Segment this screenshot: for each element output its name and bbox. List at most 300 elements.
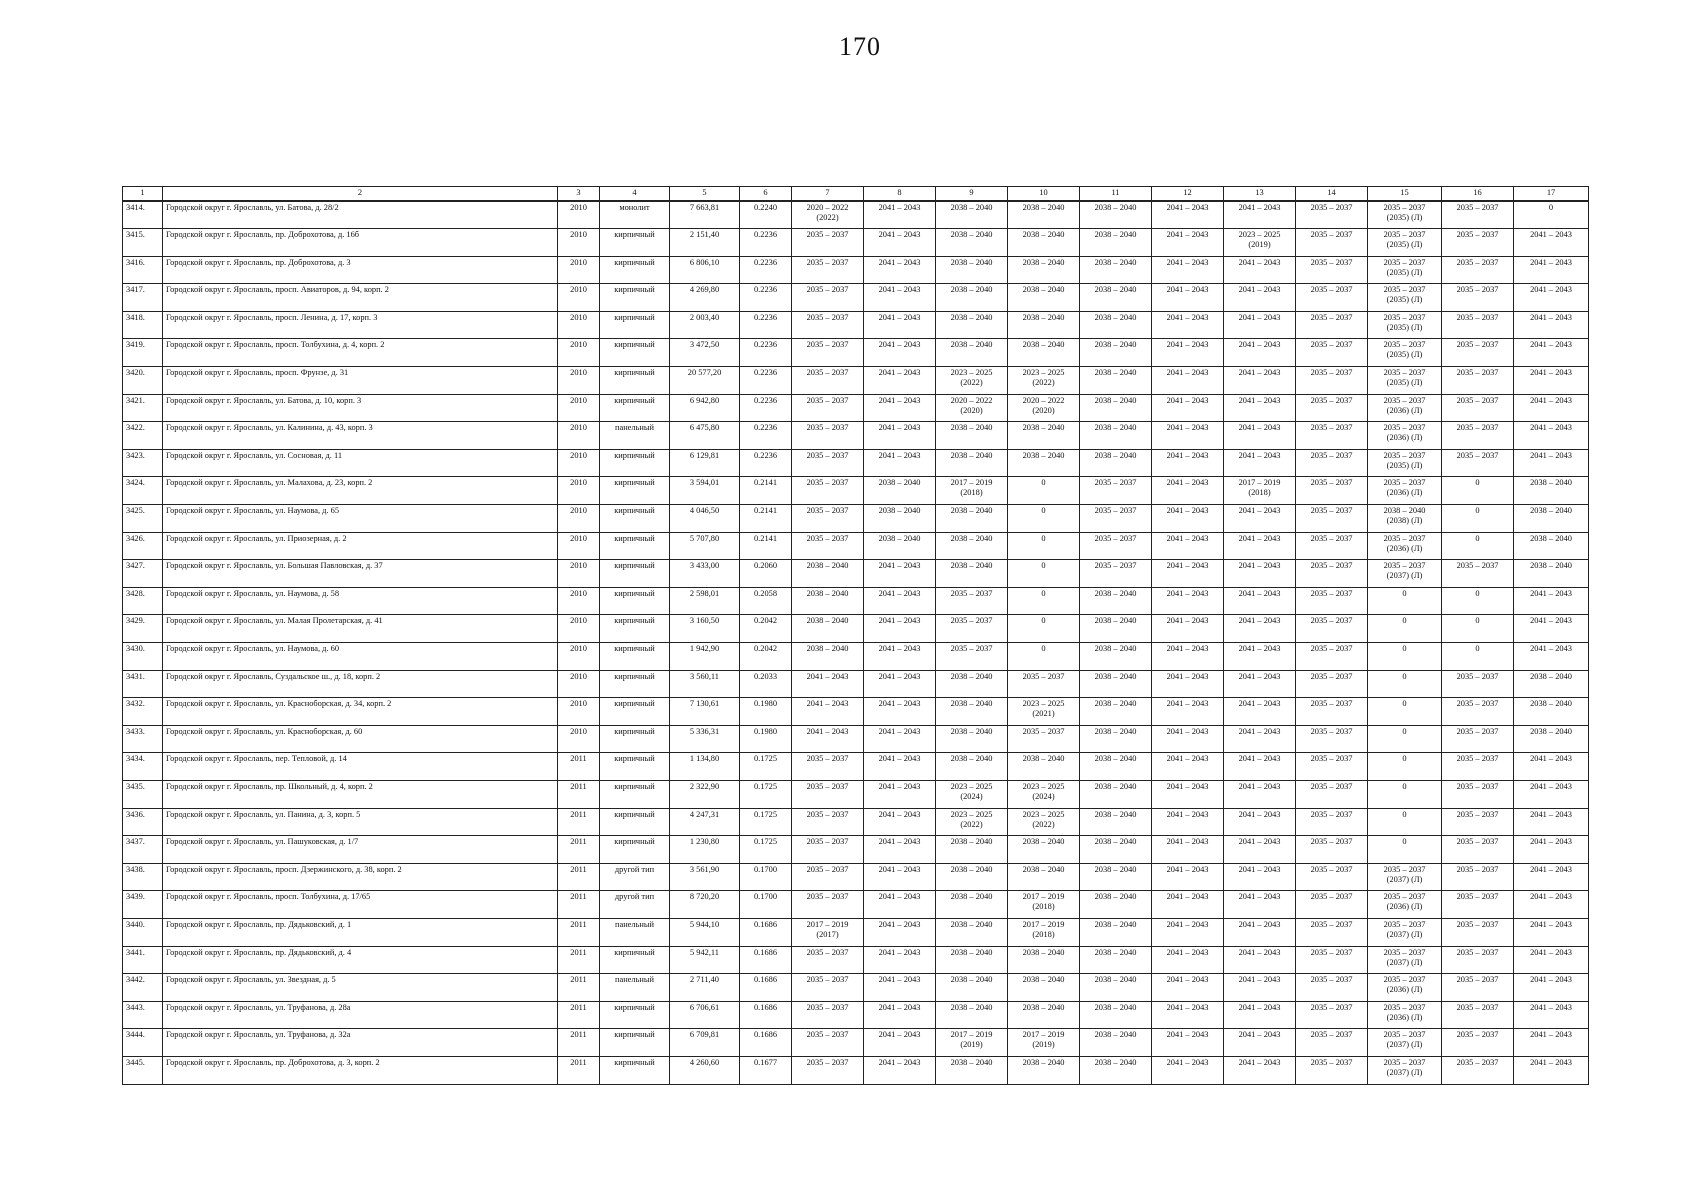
cell-period-col-14: 2035 – 2037: [1296, 256, 1368, 284]
cell-wall-material: кирпичный: [600, 367, 670, 395]
cell-wall-material: кирпичный: [600, 505, 670, 533]
cell-period-col-13: 2041 – 2043: [1224, 339, 1296, 367]
cell-period-col-15: 0: [1368, 643, 1442, 671]
cell-row-number: 3421.: [123, 394, 163, 422]
cell-period-col-12: 2041 – 2043: [1152, 339, 1224, 367]
cell-area: 7 663,81: [670, 201, 740, 229]
cell-period-col-10: 2038 – 2040: [1008, 422, 1080, 450]
cell-wall-material: кирпичный: [600, 311, 670, 339]
cell-period-col-7: 2038 – 2040: [792, 643, 864, 671]
cell-period-col-17: 2041 – 2043: [1514, 1056, 1589, 1084]
cell-period-col-7: 2035 – 2037: [792, 367, 864, 395]
cell-period-col-15: 0: [1368, 780, 1442, 808]
cell-period-col-9: 2038 – 2040: [936, 891, 1008, 919]
cell-period-col-13: 2041 – 2043: [1224, 505, 1296, 533]
cell-period-col-9: 2038 – 2040: [936, 1001, 1008, 1029]
cell-period-col-13: 2041 – 2043: [1224, 643, 1296, 671]
cell-period-col-11: 2038 – 2040: [1080, 422, 1152, 450]
cell-period-col-11: 2038 – 2040: [1080, 311, 1152, 339]
cell-period-col-15: 2035 – 2037 (2035) (Л): [1368, 339, 1442, 367]
cell-period-col-17: 2041 – 2043: [1514, 339, 1589, 367]
cell-period-col-17: 2038 – 2040: [1514, 560, 1589, 588]
cell-wear-coefficient: 0.2236: [740, 422, 792, 450]
cell-area: 5 707,80: [670, 532, 740, 560]
cell-row-number: 3429.: [123, 615, 163, 643]
cell-period-col-11: 2038 – 2040: [1080, 670, 1152, 698]
cell-period-col-8: 2041 – 2043: [864, 587, 936, 615]
cell-period-col-13: 2041 – 2043: [1224, 946, 1296, 974]
cell-period-col-10: 2023 – 2025 (2021): [1008, 698, 1080, 726]
cell-period-col-7: 2035 – 2037: [792, 532, 864, 560]
cell-period-col-9: 2038 – 2040: [936, 311, 1008, 339]
column-header-12: 12: [1152, 187, 1224, 202]
cell-period-col-8: 2041 – 2043: [864, 974, 936, 1002]
cell-build-year: 2010: [558, 532, 600, 560]
cell-area: 4 247,31: [670, 808, 740, 836]
table-row: [123, 284, 1589, 312]
column-header-10: 10: [1008, 187, 1080, 202]
table-row: [123, 836, 1589, 864]
cell-period-col-11: 2038 – 2040: [1080, 863, 1152, 891]
cell-period-col-13: 2041 – 2043: [1224, 1056, 1296, 1084]
cell-build-year: 2011: [558, 918, 600, 946]
cell-address: Городской округ г. Ярославль, просп. Дзержинского, д. 38, корп. 2: [163, 863, 558, 891]
cell-period-col-12: 2041 – 2043: [1152, 311, 1224, 339]
cell-area: 2 711,40: [670, 974, 740, 1002]
cell-period-col-15: 0: [1368, 753, 1442, 781]
cell-period-col-7: 2017 – 2019 (2017): [792, 918, 864, 946]
cell-period-col-14: 2035 – 2037: [1296, 808, 1368, 836]
cell-period-col-12: 2041 – 2043: [1152, 532, 1224, 560]
cell-wear-coefficient: 0.2236: [740, 284, 792, 312]
cell-period-col-10: 2017 – 2019 (2019): [1008, 1029, 1080, 1057]
table-row: [123, 422, 1589, 450]
cell-period-col-14: 2035 – 2037: [1296, 725, 1368, 753]
cell-period-col-9: 2038 – 2040: [936, 946, 1008, 974]
cell-period-col-8: 2041 – 2043: [864, 449, 936, 477]
cell-period-col-15: 2035 – 2037 (2035) (Л): [1368, 256, 1442, 284]
table-body: [123, 201, 1589, 1084]
cell-period-col-9: 2038 – 2040: [936, 284, 1008, 312]
cell-period-col-15: 0: [1368, 836, 1442, 864]
cell-period-col-10: 0: [1008, 477, 1080, 505]
cell-period-col-8: 2041 – 2043: [864, 367, 936, 395]
cell-build-year: 2011: [558, 1001, 600, 1029]
cell-period-col-11: 2038 – 2040: [1080, 753, 1152, 781]
cell-area: 2 003,40: [670, 311, 740, 339]
cell-period-col-11: 2038 – 2040: [1080, 339, 1152, 367]
cell-period-col-16: 2035 – 2037: [1442, 698, 1514, 726]
cell-row-number: 3416.: [123, 256, 163, 284]
table-row: [123, 946, 1589, 974]
cell-period-col-8: 2041 – 2043: [864, 946, 936, 974]
cell-period-col-15: 0: [1368, 615, 1442, 643]
cell-address: Городской округ г. Ярославль, пр. Доброхотова, д. 16б: [163, 229, 558, 257]
cell-period-col-13: 2041 – 2043: [1224, 725, 1296, 753]
cell-row-number: 3417.: [123, 284, 163, 312]
cell-row-number: 3432.: [123, 698, 163, 726]
cell-wall-material: кирпичный: [600, 532, 670, 560]
cell-address: Городской округ г. Ярославль, ул. Малая Пролетарская, д. 41: [163, 615, 558, 643]
cell-row-number: 3425.: [123, 505, 163, 533]
cell-period-col-9: 2038 – 2040: [936, 836, 1008, 864]
cell-period-col-15: 0: [1368, 587, 1442, 615]
cell-period-col-7: 2035 – 2037: [792, 1029, 864, 1057]
cell-wall-material: кирпичный: [600, 449, 670, 477]
cell-period-col-8: 2041 – 2043: [864, 698, 936, 726]
cell-period-col-16: 0: [1442, 505, 1514, 533]
table-row: [123, 1001, 1589, 1029]
cell-period-col-16: 2035 – 2037: [1442, 808, 1514, 836]
cell-period-col-9: 2020 – 2022 (2020): [936, 394, 1008, 422]
cell-period-col-16: 2035 – 2037: [1442, 670, 1514, 698]
cell-wear-coefficient: 0.1686: [740, 946, 792, 974]
cell-wear-coefficient: 0.1686: [740, 1029, 792, 1057]
cell-address: Городской округ г. Ярославль, ул. Калинина, д. 43, корп. 3: [163, 422, 558, 450]
cell-build-year: 2010: [558, 670, 600, 698]
cell-period-col-8: 2041 – 2043: [864, 394, 936, 422]
cell-period-col-8: 2041 – 2043: [864, 422, 936, 450]
cell-period-col-11: 2038 – 2040: [1080, 284, 1152, 312]
cell-period-col-11: 2038 – 2040: [1080, 808, 1152, 836]
cell-wear-coefficient: 0.1686: [740, 1001, 792, 1029]
cell-period-col-7: 2035 – 2037: [792, 449, 864, 477]
cell-period-col-15: 2035 – 2037 (2035) (Л): [1368, 449, 1442, 477]
cell-period-col-15: 2035 – 2037 (2036) (Л): [1368, 532, 1442, 560]
cell-period-col-8: 2038 – 2040: [864, 505, 936, 533]
cell-period-col-12: 2041 – 2043: [1152, 974, 1224, 1002]
cell-wear-coefficient: 0.2236: [740, 311, 792, 339]
cell-row-number: 3423.: [123, 449, 163, 477]
cell-period-col-11: 2038 – 2040: [1080, 1001, 1152, 1029]
cell-period-col-10: 0: [1008, 643, 1080, 671]
cell-period-col-12: 2041 – 2043: [1152, 284, 1224, 312]
cell-period-col-13: 2017 – 2019 (2018): [1224, 477, 1296, 505]
cell-period-col-13: 2041 – 2043: [1224, 615, 1296, 643]
cell-period-col-16: 2035 – 2037: [1442, 836, 1514, 864]
cell-wall-material: кирпичный: [600, 946, 670, 974]
cell-period-col-17: 2038 – 2040: [1514, 725, 1589, 753]
cell-wall-material: кирпичный: [600, 394, 670, 422]
cell-period-col-17: 2041 – 2043: [1514, 780, 1589, 808]
cell-row-number: 3437.: [123, 836, 163, 864]
cell-build-year: 2010: [558, 339, 600, 367]
cell-period-col-7: 2041 – 2043: [792, 670, 864, 698]
registry-table: [122, 186, 1589, 1085]
cell-period-col-16: 2035 – 2037: [1442, 780, 1514, 808]
cell-period-col-11: 2038 – 2040: [1080, 780, 1152, 808]
cell-period-col-17: 2038 – 2040: [1514, 477, 1589, 505]
cell-period-col-10: 2038 – 2040: [1008, 753, 1080, 781]
cell-period-col-9: 2017 – 2019 (2018): [936, 477, 1008, 505]
cell-period-col-17: 2041 – 2043: [1514, 284, 1589, 312]
cell-address: Городской округ г. Ярославль, ул. Батова, д. 28/2: [163, 201, 558, 229]
cell-period-col-12: 2041 – 2043: [1152, 505, 1224, 533]
cell-period-col-7: 2035 – 2037: [792, 339, 864, 367]
cell-area: 5 336,31: [670, 725, 740, 753]
cell-period-col-14: 2035 – 2037: [1296, 670, 1368, 698]
table-row: [123, 229, 1589, 257]
cell-period-col-14: 2035 – 2037: [1296, 1029, 1368, 1057]
cell-period-col-17: 2041 – 2043: [1514, 836, 1589, 864]
cell-period-col-15: 2035 – 2037 (2035) (Л): [1368, 284, 1442, 312]
cell-period-col-12: 2041 – 2043: [1152, 670, 1224, 698]
cell-wall-material: кирпичный: [600, 587, 670, 615]
cell-period-col-8: 2041 – 2043: [864, 1001, 936, 1029]
table-row: [123, 339, 1589, 367]
cell-period-col-7: 2035 – 2037: [792, 1001, 864, 1029]
cell-period-col-10: 0: [1008, 505, 1080, 533]
cell-period-col-11: 2038 – 2040: [1080, 394, 1152, 422]
cell-row-number: 3438.: [123, 863, 163, 891]
cell-wear-coefficient: 0.1700: [740, 863, 792, 891]
cell-period-col-16: 0: [1442, 615, 1514, 643]
cell-area: 6 942,80: [670, 394, 740, 422]
table-row: [123, 643, 1589, 671]
cell-period-col-12: 2041 – 2043: [1152, 643, 1224, 671]
cell-build-year: 2011: [558, 1029, 600, 1057]
cell-row-number: 3440.: [123, 918, 163, 946]
cell-period-col-12: 2041 – 2043: [1152, 615, 1224, 643]
cell-period-col-14: 2035 – 2037: [1296, 477, 1368, 505]
cell-period-col-7: 2038 – 2040: [792, 587, 864, 615]
cell-period-col-17: 2041 – 2043: [1514, 422, 1589, 450]
cell-period-col-16: 2035 – 2037: [1442, 449, 1514, 477]
cell-area: 6 475,80: [670, 422, 740, 450]
cell-wall-material: кирпичный: [600, 615, 670, 643]
cell-wall-material: кирпичный: [600, 284, 670, 312]
cell-period-col-10: 0: [1008, 615, 1080, 643]
cell-period-col-17: 2041 – 2043: [1514, 808, 1589, 836]
cell-period-col-8: 2041 – 2043: [864, 1029, 936, 1057]
cell-period-col-8: 2041 – 2043: [864, 863, 936, 891]
cell-period-col-8: 2041 – 2043: [864, 891, 936, 919]
table-row: [123, 477, 1589, 505]
cell-period-col-8: 2041 – 2043: [864, 560, 936, 588]
table-row: [123, 1029, 1589, 1057]
cell-period-col-16: 2035 – 2037: [1442, 422, 1514, 450]
cell-build-year: 2011: [558, 836, 600, 864]
cell-wall-material: кирпичный: [600, 725, 670, 753]
column-header-11: 11: [1080, 187, 1152, 202]
cell-period-col-9: 2017 – 2019 (2019): [936, 1029, 1008, 1057]
cell-build-year: 2010: [558, 367, 600, 395]
cell-period-col-7: 2035 – 2037: [792, 505, 864, 533]
cell-period-col-17: 2041 – 2043: [1514, 587, 1589, 615]
cell-wear-coefficient: 0.1980: [740, 698, 792, 726]
cell-period-col-13: 2041 – 2043: [1224, 587, 1296, 615]
cell-address: Городской округ г. Ярославль, Суздальское ш., д. 18, корп. 2: [163, 670, 558, 698]
cell-period-col-17: 2038 – 2040: [1514, 505, 1589, 533]
cell-wear-coefficient: 0.1725: [740, 836, 792, 864]
cell-row-number: 3422.: [123, 422, 163, 450]
cell-period-col-14: 2035 – 2037: [1296, 587, 1368, 615]
cell-period-col-17: 2041 – 2043: [1514, 643, 1589, 671]
cell-period-col-11: 2038 – 2040: [1080, 974, 1152, 1002]
cell-period-col-14: 2035 – 2037: [1296, 974, 1368, 1002]
cell-area: 6 709,81: [670, 1029, 740, 1057]
cell-period-col-7: 2035 – 2037: [792, 808, 864, 836]
cell-period-col-17: 2041 – 2043: [1514, 753, 1589, 781]
header-row: [123, 187, 1589, 202]
cell-period-col-13: 2041 – 2043: [1224, 449, 1296, 477]
table-row: [123, 367, 1589, 395]
cell-period-col-12: 2041 – 2043: [1152, 753, 1224, 781]
cell-period-col-8: 2041 – 2043: [864, 918, 936, 946]
cell-period-col-16: 2035 – 2037: [1442, 560, 1514, 588]
cell-build-year: 2010: [558, 477, 600, 505]
cell-period-col-14: 2035 – 2037: [1296, 201, 1368, 229]
cell-period-col-9: 2038 – 2040: [936, 753, 1008, 781]
cell-area: 3 560,11: [670, 670, 740, 698]
table-row: [123, 1056, 1589, 1084]
cell-period-col-13: 2041 – 2043: [1224, 918, 1296, 946]
cell-period-col-9: 2038 – 2040: [936, 698, 1008, 726]
cell-period-col-13: 2041 – 2043: [1224, 394, 1296, 422]
cell-period-col-8: 2041 – 2043: [864, 725, 936, 753]
cell-period-col-7: 2035 – 2037: [792, 1056, 864, 1084]
cell-wear-coefficient: 0.2240: [740, 201, 792, 229]
cell-area: 2 598,01: [670, 587, 740, 615]
column-header-8: 8: [864, 187, 936, 202]
cell-address: Городской округ г. Ярославль, просп. Авиаторов, д. 94, корп. 2: [163, 284, 558, 312]
cell-period-col-17: 2041 – 2043: [1514, 449, 1589, 477]
cell-period-col-17: 2041 – 2043: [1514, 1001, 1589, 1029]
column-header-9: 9: [936, 187, 1008, 202]
cell-period-col-14: 2035 – 2037: [1296, 422, 1368, 450]
cell-period-col-16: 2035 – 2037: [1442, 918, 1514, 946]
cell-period-col-15: 2035 – 2037 (2036) (Л): [1368, 394, 1442, 422]
cell-address: Городской округ г. Ярославль, ул. Труфанова, д. 32а: [163, 1029, 558, 1057]
cell-wear-coefficient: 0.1686: [740, 974, 792, 1002]
cell-wear-coefficient: 0.2042: [740, 615, 792, 643]
column-header-1: 1: [123, 187, 163, 202]
cell-period-col-10: 0: [1008, 532, 1080, 560]
cell-period-col-12: 2041 – 2043: [1152, 256, 1224, 284]
cell-period-col-14: 2035 – 2037: [1296, 891, 1368, 919]
cell-period-col-11: 2038 – 2040: [1080, 1029, 1152, 1057]
cell-address: Городской округ г. Ярославль, ул. Малахова, д. 23, корп. 2: [163, 477, 558, 505]
cell-period-col-16: 2035 – 2037: [1442, 201, 1514, 229]
cell-period-col-10: 2035 – 2037: [1008, 670, 1080, 698]
cell-period-col-8: 2038 – 2040: [864, 532, 936, 560]
cell-period-col-13: 2023 – 2025 (2019): [1224, 229, 1296, 257]
cell-period-col-11: 2038 – 2040: [1080, 1056, 1152, 1084]
cell-period-col-17: 2038 – 2040: [1514, 670, 1589, 698]
cell-area: 5 942,11: [670, 946, 740, 974]
cell-period-col-11: 2038 – 2040: [1080, 698, 1152, 726]
cell-period-col-14: 2035 – 2037: [1296, 643, 1368, 671]
table-row: [123, 615, 1589, 643]
cell-period-col-15: 2035 – 2037 (2035) (Л): [1368, 201, 1442, 229]
cell-period-col-14: 2035 – 2037: [1296, 229, 1368, 257]
cell-build-year: 2010: [558, 643, 600, 671]
cell-row-number: 3430.: [123, 643, 163, 671]
cell-wall-material: другой тип: [600, 863, 670, 891]
cell-row-number: 3431.: [123, 670, 163, 698]
cell-period-col-9: 2038 – 2040: [936, 532, 1008, 560]
cell-period-col-12: 2041 – 2043: [1152, 891, 1224, 919]
cell-period-col-7: 2035 – 2037: [792, 477, 864, 505]
column-header-14: 14: [1296, 187, 1368, 202]
cell-period-col-7: 2035 – 2037: [792, 780, 864, 808]
cell-period-col-8: 2041 – 2043: [864, 284, 936, 312]
table-row: [123, 449, 1589, 477]
cell-period-col-9: 2035 – 2037: [936, 587, 1008, 615]
cell-period-col-15: 2035 – 2037 (2037) (Л): [1368, 863, 1442, 891]
cell-row-number: 3414.: [123, 201, 163, 229]
cell-period-col-14: 2035 – 2037: [1296, 367, 1368, 395]
cell-period-col-16: 2035 – 2037: [1442, 229, 1514, 257]
cell-period-col-15: 2035 – 2037 (2035) (Л): [1368, 367, 1442, 395]
cell-period-col-16: 2035 – 2037: [1442, 974, 1514, 1002]
cell-period-col-10: 2038 – 2040: [1008, 339, 1080, 367]
cell-build-year: 2010: [558, 201, 600, 229]
cell-period-col-11: 2038 – 2040: [1080, 643, 1152, 671]
cell-period-col-9: 2038 – 2040: [936, 256, 1008, 284]
cell-address: Городской округ г. Ярославль, ул. Приозерная, д. 2: [163, 532, 558, 560]
cell-period-col-17: 2041 – 2043: [1514, 1029, 1589, 1057]
cell-period-col-9: 2038 – 2040: [936, 201, 1008, 229]
cell-period-col-10: 2020 – 2022 (2020): [1008, 394, 1080, 422]
cell-period-col-14: 2035 – 2037: [1296, 505, 1368, 533]
cell-period-col-8: 2041 – 2043: [864, 201, 936, 229]
cell-address: Городской округ г. Ярославль, ул. Наумова, д. 58: [163, 587, 558, 615]
table-row: [123, 698, 1589, 726]
cell-wall-material: другой тип: [600, 891, 670, 919]
cell-period-col-16: 2035 – 2037: [1442, 863, 1514, 891]
cell-area: 1 134,80: [670, 753, 740, 781]
cell-period-col-11: 2035 – 2037: [1080, 560, 1152, 588]
cell-period-col-12: 2041 – 2043: [1152, 477, 1224, 505]
table-row: [123, 863, 1589, 891]
cell-address: Городской округ г. Ярославль, ул. Пашуковская, д. 1/7: [163, 836, 558, 864]
cell-wall-material: кирпичный: [600, 560, 670, 588]
cell-wear-coefficient: 0.2236: [740, 256, 792, 284]
cell-period-col-12: 2041 – 2043: [1152, 587, 1224, 615]
cell-period-col-9: 2038 – 2040: [936, 229, 1008, 257]
cell-area: 8 720,20: [670, 891, 740, 919]
cell-period-col-11: 2038 – 2040: [1080, 891, 1152, 919]
cell-period-col-15: 2035 – 2037 (2036) (Л): [1368, 477, 1442, 505]
cell-period-col-9: 2038 – 2040: [936, 670, 1008, 698]
cell-period-col-7: 2035 – 2037: [792, 946, 864, 974]
cell-address: Городской округ г. Ярославль, пер. Тепловой, д. 14: [163, 753, 558, 781]
cell-period-col-12: 2041 – 2043: [1152, 946, 1224, 974]
cell-period-col-14: 2035 – 2037: [1296, 1001, 1368, 1029]
cell-period-col-7: 2035 – 2037: [792, 394, 864, 422]
column-header-15: 15: [1368, 187, 1442, 202]
cell-area: 6 706,61: [670, 1001, 740, 1029]
cell-period-col-13: 2041 – 2043: [1224, 311, 1296, 339]
table-row: [123, 256, 1589, 284]
cell-wall-material: панельный: [600, 422, 670, 450]
cell-period-col-13: 2041 – 2043: [1224, 367, 1296, 395]
cell-period-col-8: 2041 – 2043: [864, 808, 936, 836]
table-row: [123, 918, 1589, 946]
cell-period-col-7: 2035 – 2037: [792, 256, 864, 284]
table-row: [123, 891, 1589, 919]
cell-period-col-8: 2041 – 2043: [864, 753, 936, 781]
cell-period-col-10: 2038 – 2040: [1008, 311, 1080, 339]
cell-period-col-12: 2041 – 2043: [1152, 863, 1224, 891]
table-row: [123, 725, 1589, 753]
cell-wall-material: кирпичный: [600, 753, 670, 781]
cell-period-col-11: 2038 – 2040: [1080, 836, 1152, 864]
cell-row-number: 3420.: [123, 367, 163, 395]
cell-period-col-17: 2041 – 2043: [1514, 311, 1589, 339]
cell-build-year: 2011: [558, 753, 600, 781]
